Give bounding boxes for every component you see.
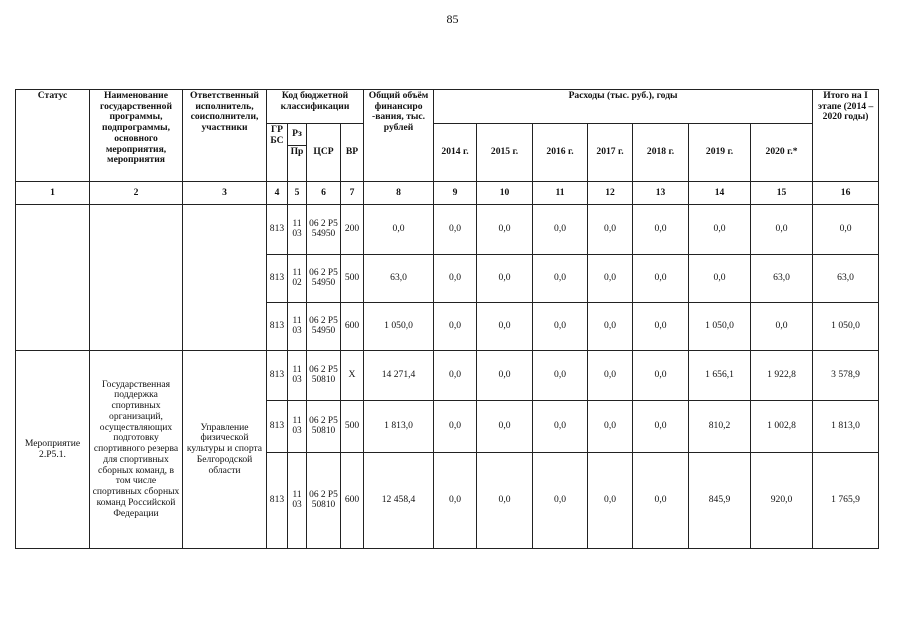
year-value-cell: 0,0 (434, 351, 477, 401)
header-vr: ВР (341, 124, 364, 182)
vr-cell: 600 (341, 303, 364, 351)
year-value-cell: 63,0 (751, 255, 813, 303)
total-cell: 12 458,4 (364, 453, 434, 549)
vr-cell: 500 (341, 401, 364, 453)
year-value-cell: 0,0 (588, 351, 633, 401)
header-year: 2018 г. (633, 124, 689, 182)
csr-cell: 06 2 Р5 50810 (307, 453, 341, 549)
year-value-cell: 1 922,8 (751, 351, 813, 401)
grbs-cell: 813 (267, 351, 288, 401)
year-value-cell: 0,0 (434, 453, 477, 549)
column-number: 16 (813, 182, 879, 205)
vr-cell: 500 (341, 255, 364, 303)
stage-total-cell: 3 578,9 (813, 351, 879, 401)
column-number: 5 (288, 182, 307, 205)
header-year: 2020 г.* (751, 124, 813, 182)
rzpr-cell: 11 03 (288, 205, 307, 255)
column-number: 9 (434, 182, 477, 205)
column-number: 11 (533, 182, 588, 205)
column-number: 3 (183, 182, 267, 205)
header-csr: ЦСР (307, 124, 341, 182)
year-value-cell: 0,0 (633, 255, 689, 303)
year-value-cell: 0,0 (633, 205, 689, 255)
column-number: 6 (307, 182, 341, 205)
year-value-cell: 0,0 (633, 401, 689, 453)
column-number: 8 (364, 182, 434, 205)
year-value-cell: 0,0 (689, 255, 751, 303)
csr-cell: 06 2 Р5 50810 (307, 401, 341, 453)
year-value-cell: 0,0 (633, 303, 689, 351)
vr-cell: 600 (341, 453, 364, 549)
year-value-cell: 845,9 (689, 453, 751, 549)
year-value-cell: 0,0 (588, 205, 633, 255)
rzpr-cell: 11 02 (288, 255, 307, 303)
stage-total-cell: 1 050,0 (813, 303, 879, 351)
year-value-cell: 0,0 (477, 453, 533, 549)
header-rz: Рз (288, 124, 307, 146)
column-number: 10 (477, 182, 533, 205)
table-row (16, 351, 879, 401)
year-value-cell: 0,0 (588, 255, 633, 303)
budget-table (15, 89, 879, 549)
header-pr: Пр (288, 146, 307, 182)
column-numbers-row (16, 182, 879, 205)
name-cell-empty (90, 205, 183, 351)
header-year: 2017 г. (588, 124, 633, 182)
year-value-cell: 0,0 (477, 401, 533, 453)
total-cell: 1 813,0 (364, 401, 434, 453)
year-value-cell: 0,0 (533, 351, 588, 401)
year-value-cell: 0,0 (477, 303, 533, 351)
csr-cell: 06 2 Р5 54950 (307, 205, 341, 255)
grbs-cell: 813 (267, 401, 288, 453)
header-status: Статус (16, 90, 90, 182)
csr-cell: 06 2 Р5 54950 (307, 303, 341, 351)
header-grbs: ГР БС (267, 124, 288, 182)
table-row (16, 205, 879, 255)
year-value-cell: 0,0 (477, 255, 533, 303)
year-value-cell: 920,0 (751, 453, 813, 549)
year-value-cell: 0,0 (751, 303, 813, 351)
header-year: 2016 г. (533, 124, 588, 182)
column-number: 4 (267, 182, 288, 205)
header-year: 2014 г. (434, 124, 477, 182)
header-stage-total: Итого на I этапе (2014 – 2020 годы) (813, 90, 879, 182)
responsible-cell-empty (183, 205, 267, 351)
year-value-cell: 1 002,8 (751, 401, 813, 453)
header-budget-code: Код бюджетной классификации (267, 90, 364, 124)
year-value-cell: 0,0 (533, 401, 588, 453)
column-number: 13 (633, 182, 689, 205)
rzpr-cell: 11 03 (288, 453, 307, 549)
year-value-cell: 0,0 (434, 205, 477, 255)
header-year: 2019 г. (689, 124, 751, 182)
stage-total-cell: 0,0 (813, 205, 879, 255)
stage-total-cell: 63,0 (813, 255, 879, 303)
grbs-cell: 813 (267, 303, 288, 351)
column-number: 1 (16, 182, 90, 205)
year-value-cell: 0,0 (434, 401, 477, 453)
total-cell: 0,0 (364, 205, 434, 255)
vr-cell: Х (341, 351, 364, 401)
csr-cell: 06 2 Р5 54950 (307, 255, 341, 303)
grbs-cell: 813 (267, 255, 288, 303)
page-number: 85 (446, 12, 459, 26)
total-cell: 63,0 (364, 255, 434, 303)
name-cell: Государственная поддержка спортивных организаций, осуществляющих подготовку спортивного резерва для спортивных сборных команд, в том числе спортивных сборных команд Российской Федерации (90, 351, 183, 549)
year-value-cell: 0,0 (533, 303, 588, 351)
year-value-cell: 0,0 (533, 205, 588, 255)
year-value-cell: 1 656,1 (689, 351, 751, 401)
year-value-cell: 0,0 (633, 453, 689, 549)
year-value-cell: 0,0 (533, 453, 588, 549)
year-value-cell: 0,0 (533, 255, 588, 303)
rzpr-cell: 11 03 (288, 303, 307, 351)
status-cell: Мероприятие 2.Р5.1. (16, 351, 90, 549)
status-cell-empty (16, 205, 90, 351)
stage-total-cell: 1 765,9 (813, 453, 879, 549)
column-number: 14 (689, 182, 751, 205)
header-year: 2015 г. (477, 124, 533, 182)
header-name: Наименование государственной программы, подпрограммы, основного мероприятия, мероприятия (90, 90, 183, 182)
total-cell: 14 271,4 (364, 351, 434, 401)
stage-total-cell: 1 813,0 (813, 401, 879, 453)
year-value-cell: 0,0 (477, 351, 533, 401)
year-value-cell: 0,0 (434, 303, 477, 351)
year-value-cell: 0,0 (477, 205, 533, 255)
grbs-cell: 813 (267, 453, 288, 549)
grbs-cell: 813 (267, 205, 288, 255)
column-number: 2 (90, 182, 183, 205)
csr-cell: 06 2 Р5 50810 (307, 351, 341, 401)
year-value-cell: 0,0 (588, 303, 633, 351)
column-number: 15 (751, 182, 813, 205)
header-responsible: Ответственный исполнитель, соисполнители, участники (183, 90, 267, 182)
total-cell: 1 050,0 (364, 303, 434, 351)
responsible-cell: Управление физической культуры и спорта Белгородской области (183, 351, 267, 549)
year-value-cell: 0,0 (588, 453, 633, 549)
year-value-cell: 1 050,0 (689, 303, 751, 351)
vr-cell: 200 (341, 205, 364, 255)
year-value-cell: 0,0 (633, 351, 689, 401)
year-value-cell: 0,0 (434, 255, 477, 303)
header-total: Общий объём финансиро -вания, тыс. рублей (364, 90, 434, 182)
year-value-cell: 810,2 (689, 401, 751, 453)
year-value-cell: 0,0 (751, 205, 813, 255)
year-value-cell: 0,0 (689, 205, 751, 255)
rzpr-cell: 11 03 (288, 351, 307, 401)
column-number: 7 (341, 182, 364, 205)
header-expenses: Расходы (тыс. руб.), годы (434, 90, 813, 124)
column-number: 12 (588, 182, 633, 205)
rzpr-cell: 11 03 (288, 401, 307, 453)
year-value-cell: 0,0 (588, 401, 633, 453)
